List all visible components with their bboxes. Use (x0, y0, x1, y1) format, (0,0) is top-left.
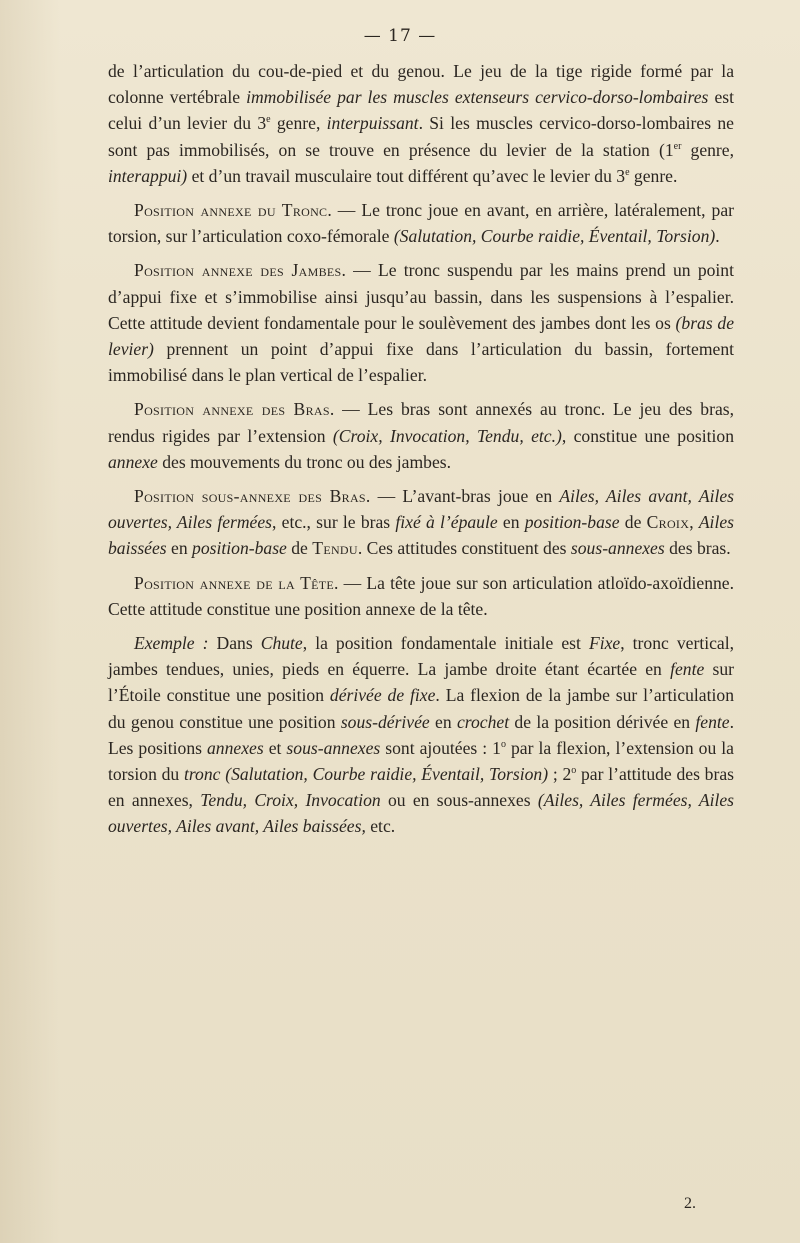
text-segment: . Les positions (108, 711, 734, 758)
text-segment: , constitue une position (561, 425, 734, 446)
text-segment: est celui d’un levier du 3 (108, 87, 734, 134)
text-segment: interappui) (108, 165, 188, 186)
text-segment: annexe (108, 451, 158, 472)
paragraph-4 (108, 396, 734, 475)
text-segment: (Ailes, Ailes fermées, Ailes ouvertes, Ailes avant, Ailes baissées, (108, 790, 735, 837)
text-segment: Position annexe de la Tête (134, 572, 335, 593)
text-segment: Position annexe du Tronc (134, 200, 328, 221)
text-segment: o (571, 765, 577, 777)
text-segment: Position annexe des Jambes (134, 260, 342, 281)
text-segment: (Salutation, Courbe raidie, Éventail, Torsion) (393, 226, 716, 247)
text-segment: fixé à l’épaule (395, 512, 498, 533)
text-segment: , etc., sur le bras (272, 512, 396, 533)
text-segment: sous-dérivée (340, 711, 430, 732)
text-segment: (Croix, Invocation, Tendu, etc.) (332, 425, 562, 446)
text-segment: Ailes, Ailes avant, Ailes ouvertes, Ailes fermées (108, 486, 734, 533)
text-segment: Position sous-annexe des Bras (134, 486, 366, 507)
text-segment: , (689, 512, 699, 533)
text-segment: en (166, 538, 193, 559)
text-segment: er (673, 140, 682, 152)
text-segment: immobilisée par les muscles extenseurs cervico-dorso-lombaires (246, 87, 709, 108)
text-segment: e (625, 166, 630, 178)
paragraph-7 (108, 630, 734, 840)
paragraph-1 (108, 58, 734, 189)
text-segment: dérivée de fixe (329, 685, 436, 706)
text-segment: . — Le tronc suspendu par les mains prend un point d’appui fixe et s’immobilise ainsi jusqu’au bassin, dans les suspensions à l’espalier. Cette attitude devient fondamentale pour le soulèvement des jambes dont les os (108, 260, 734, 333)
text-segment: Ailes baissées (108, 512, 734, 559)
text-segment: Fixe (588, 633, 621, 654)
page-edge-shadow (0, 0, 60, 1243)
text-segment: genre. (629, 165, 678, 186)
text-segment: Croix (646, 512, 690, 533)
text-segment: . (715, 226, 720, 247)
text-segment: , tronc vertical, jambes tendues, unies, pieds en équerre. La jambe droite étant écartée en (108, 633, 734, 680)
text-segment: position-base (524, 512, 620, 533)
text-segment: . Ces attitudes constituent des (357, 538, 571, 559)
text-segment: . — La tête joue sur son articulation atloïdo-axoïdienne. Cette attitude constitue une position annexe de la tête. (108, 572, 734, 619)
text-segment: de (286, 538, 313, 559)
text-segment: par l’attitude des bras en annexes, (108, 764, 734, 811)
text-segment: en (497, 512, 525, 533)
text-segment: fente (695, 711, 730, 732)
text-segment: annexes (207, 737, 264, 758)
text-segment: etc. (365, 816, 396, 837)
signature-mark: 2. (684, 1195, 696, 1212)
paragraph-2 (108, 197, 734, 249)
text-segment: en (429, 711, 457, 732)
text-segment: sous-annexes (570, 538, 665, 559)
text-segment: interpuissant (326, 113, 419, 134)
text-segment: fente (670, 659, 705, 680)
text-segment: o (500, 739, 506, 751)
text-segment: par la flexion, l’extension ou la torsion du (108, 737, 734, 785)
paragraph-3 (108, 257, 734, 388)
text-segment: position-base (192, 538, 287, 559)
text-segment: Chute (260, 633, 303, 654)
text-segment: e (266, 114, 271, 126)
text-segment: Position annexe des Bras (134, 399, 330, 420)
text-segment: genre, (681, 139, 734, 160)
text-segment: de (619, 512, 647, 533)
text-segment: Exemple : (134, 633, 209, 654)
body-text (108, 58, 734, 840)
text-segment: Tendu, Croix, Invocation (200, 790, 381, 811)
text-segment: genre, (270, 113, 327, 134)
text-segment: tronc (183, 764, 221, 785)
text-segment: , la position fondamentale initiale est (302, 633, 589, 654)
text-segment: . — Le tronc joue en avant, en arrière, latéralement, par torsion, sur l’articulation coxo-fémorale (108, 200, 734, 247)
paragraph-6 (108, 570, 734, 622)
paragraph-5 (108, 483, 734, 562)
text-segment: et d’un travail musculaire tout différent qu’avec le levier du 3 (187, 165, 626, 186)
text-segment: Dans (208, 633, 261, 654)
text-segment: . La flexion de la jambe sur l’articulation du genou constitue une position (108, 685, 734, 732)
text-segment: sont ajoutées : 1 (380, 737, 501, 758)
text-segment: (bras de levier) (108, 312, 735, 360)
text-segment: sous-annexes (286, 737, 381, 758)
text-segment: des bras. (664, 538, 731, 559)
text-segment: Tendu (312, 538, 358, 559)
text-segment: . — Les bras sont annexés au tronc. Le jeu des bras, rendus rigides par l’extension (108, 399, 734, 446)
text-segment: . — L’avant-bras joue en (365, 486, 560, 507)
text-segment: sur l’Étoile constitue une position (108, 659, 734, 706)
page-number: — 17 — (363, 26, 437, 46)
text-segment: crochet (456, 711, 510, 732)
text-segment: ou en sous-annexes (380, 790, 538, 811)
text-segment: des mouvements du tronc ou des jambes. (157, 451, 452, 472)
text-segment: et (263, 737, 287, 758)
text-segment: prennent un point d’appui fixe dans l’articulation du bassin, fortement immobilisé dans le plan vertical de l’espalier. (108, 339, 734, 386)
text-segment: ; 2 (548, 764, 572, 785)
text-segment: de la position dérivée en (509, 711, 696, 732)
text-segment: (Salutation, Courbe raidie, Éventail, Torsion) (225, 764, 549, 785)
text-segment: de l’articulation du cou-de-pied et du genou. Le jeu de la tige rigide formé par la colonne vertébrale (108, 61, 734, 108)
text-segment: . Si les muscles cervico-dorso-lombaires ne sont pas immobilisés, on se trouve en présence du levier de la station (1 (108, 113, 734, 160)
